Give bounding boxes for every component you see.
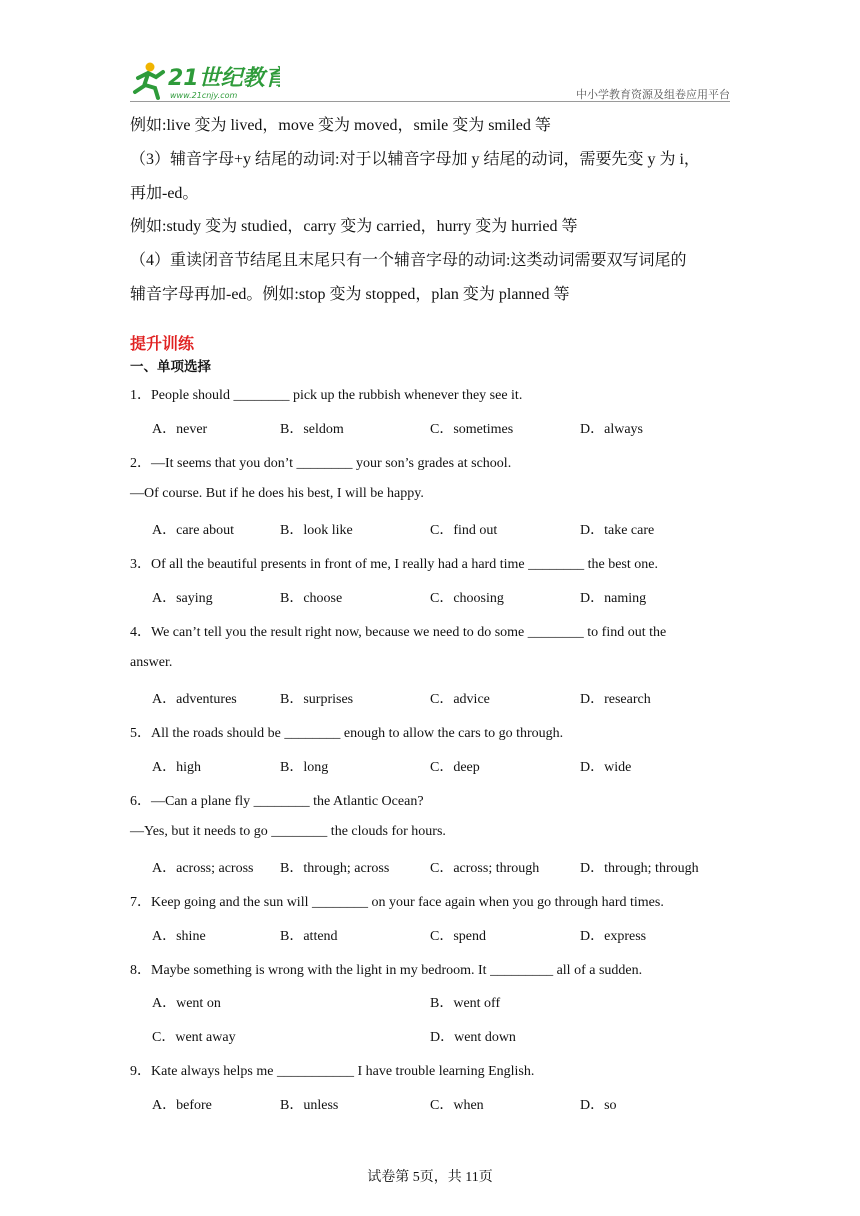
- question-3-option-c[interactable]: C．choosing: [430, 591, 504, 606]
- question-3-option-d[interactable]: D．naming: [580, 591, 647, 606]
- question-2-stem-line-2: —Of course. But if he does his best, I will be happy.: [130, 486, 424, 501]
- question-1-option-d[interactable]: D．always: [580, 422, 643, 437]
- question-9-option-a[interactable]: A．before: [152, 1098, 212, 1113]
- intro-line-3: 再加-ed。: [130, 185, 199, 202]
- question-7-stem: 7．Keep going and the sun will ________ on your face again when you go through hard times.: [130, 895, 664, 910]
- question-1-stem: 1．People should ________ pick up the rubbish whenever they see it.: [130, 388, 523, 403]
- question-5-option-a[interactable]: A．high: [152, 760, 201, 775]
- section-title: 提升训练: [130, 334, 195, 353]
- question-2-option-a[interactable]: A．care about: [152, 523, 235, 538]
- question-9-stem: 9．Kate always helps me ___________ I have trouble learning English.: [130, 1064, 535, 1079]
- question-8-option-b[interactable]: B．went off: [430, 996, 501, 1011]
- question-4-option-b[interactable]: B．surprises: [280, 692, 354, 707]
- question-3-option-a[interactable]: A．saying: [152, 591, 213, 606]
- question-8-option-a[interactable]: A．went on: [152, 996, 221, 1011]
- question-1-option-b[interactable]: B．seldom: [280, 422, 344, 437]
- question-5-option-d[interactable]: D．wide: [580, 760, 632, 775]
- question-7-option-d[interactable]: D．express: [580, 929, 647, 944]
- question-3-stem: 3．Of all the beautiful presents in front of me, I really had a hard time ________ the best one.: [130, 557, 658, 572]
- question-6-stem-line-2: —Yes, but it needs to go ________ the clouds for hours.: [130, 824, 446, 839]
- question-5-option-c[interactable]: C．deep: [430, 760, 480, 775]
- question-4-option-d[interactable]: D．research: [580, 692, 651, 707]
- subsection-title: 一、单项选择: [130, 359, 211, 375]
- question-4-stem: 4．We can’t tell you the result right now, because we need to do some ________ to find out the: [130, 625, 667, 640]
- runner-icon: [135, 63, 163, 99]
- question-5-option-b[interactable]: B．long: [280, 760, 329, 775]
- logo-text: 21世纪教育: [168, 66, 280, 91]
- page-footer: 试卷第 5页，共 11页: [367, 1170, 493, 1185]
- question-7-option-a[interactable]: A．shine: [152, 929, 206, 944]
- question-6-option-a[interactable]: A．across; across: [152, 861, 254, 876]
- header-divider: [130, 101, 730, 102]
- question-4-option-c[interactable]: C．advice: [430, 692, 490, 707]
- question-9-option-d[interactable]: D．so: [580, 1098, 617, 1113]
- intro-line-5: （4）重读闭音节结尾且末尾只有一个辅音字母的动词:这类动词需要双写词尾的: [130, 252, 687, 269]
- question-2-option-b[interactable]: B．look like: [280, 523, 353, 538]
- question-5-stem: 5．All the roads should be ________ enough to allow the cars to go through.: [130, 726, 564, 741]
- question-3-option-b[interactable]: B．choose: [280, 591, 343, 606]
- intro-line-2: （3）辅音字母+y 结尾的动词:对于以辅音字母加 y 结尾的动词，需要先变 y 为 i，: [130, 151, 700, 168]
- header-tagline: 中小学教育资源及组卷应用平台: [576, 88, 730, 101]
- question-7-option-c[interactable]: C．spend: [430, 929, 486, 944]
- question-6-option-b[interactable]: B．through; across: [280, 861, 390, 876]
- question-8-option-c[interactable]: C．went away: [152, 1030, 236, 1045]
- question-4-option-a[interactable]: A．adventures: [152, 692, 237, 707]
- question-1-option-a[interactable]: A．never: [152, 422, 208, 437]
- question-9-option-b[interactable]: B．unless: [280, 1098, 339, 1113]
- question-8-option-d[interactable]: D．went down: [430, 1030, 516, 1045]
- question-4-stem-line-2: answer.: [130, 655, 173, 670]
- question-1-option-c[interactable]: C．sometimes: [430, 422, 514, 437]
- intro-line-6: 辅音字母再加-ed。例如:stop 变为 stopped，plan 变为 planned 等: [130, 286, 570, 303]
- question-6-stem: 6．—Can a plane fly ________ the Atlantic Ocean?: [130, 794, 424, 809]
- question-2-option-d[interactable]: D．take care: [580, 523, 655, 538]
- question-9-option-c[interactable]: C．when: [430, 1098, 484, 1113]
- question-2-option-c[interactable]: C．find out: [430, 523, 498, 538]
- intro-line-1: 例如:live 变为 lived，move 变为 moved，smile 变为 smiled 等: [130, 117, 551, 134]
- question-8-stem: 8．Maybe something is wrong with the light in my bedroom. It _________ all of a sudden.: [130, 963, 643, 978]
- site-logo: [130, 58, 280, 102]
- intro-line-4: 例如:study 变为 studied，carry 变为 carried，hurry 变为 hurried 等: [130, 218, 578, 235]
- question-6-option-c[interactable]: C．across; through: [430, 861, 540, 876]
- question-7-option-b[interactable]: B．attend: [280, 929, 338, 944]
- question-6-option-d[interactable]: D．through; through: [580, 861, 699, 876]
- question-2-stem: 2．—It seems that you don’t ________ your son’s grades at school.: [130, 456, 512, 471]
- logo-url: www.21cnjy.com: [170, 91, 238, 100]
